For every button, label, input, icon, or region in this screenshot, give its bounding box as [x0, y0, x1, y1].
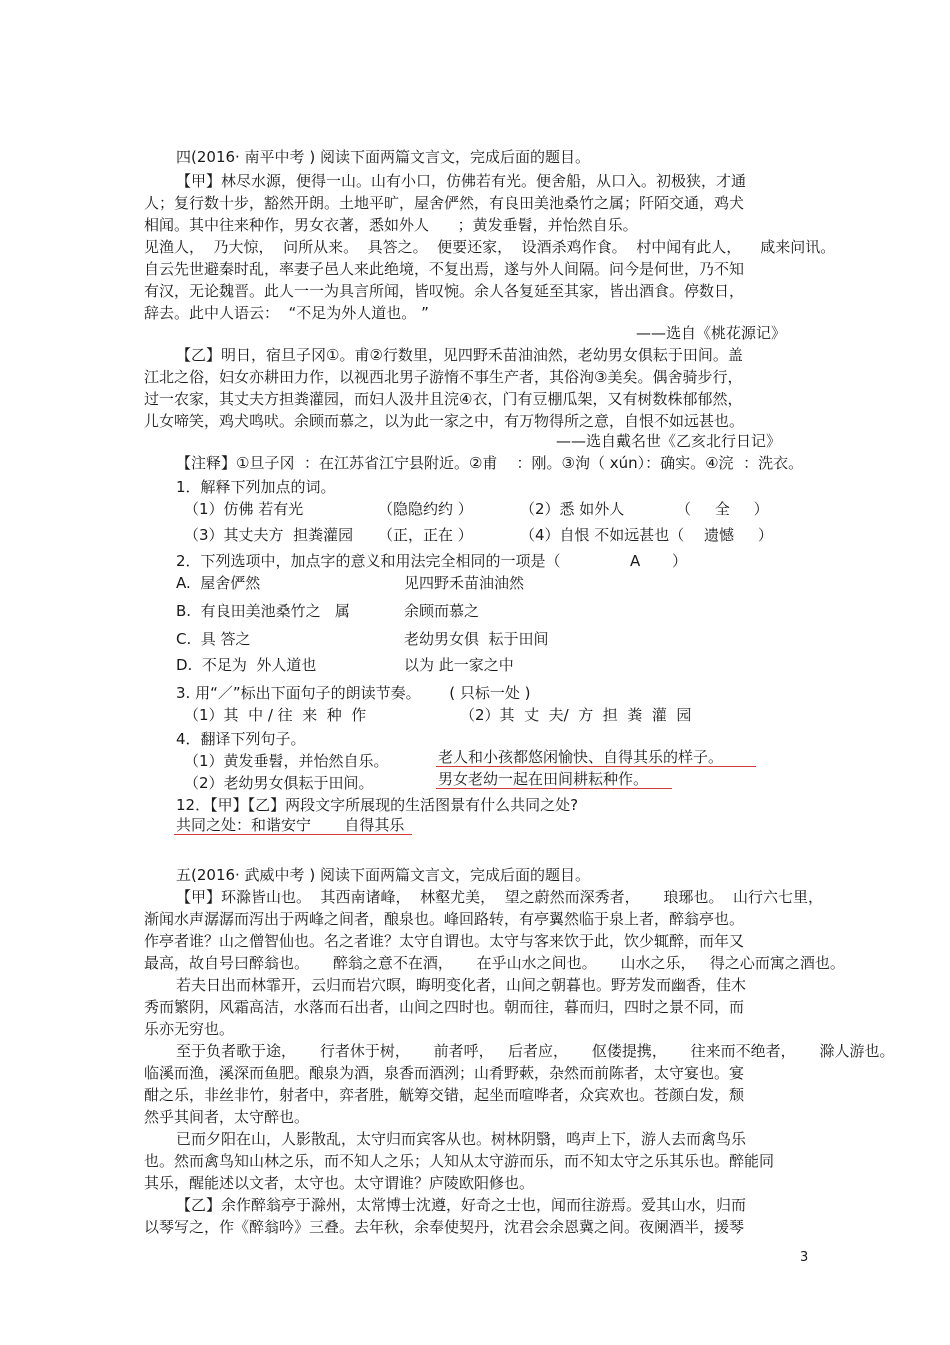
- q1-item-4: （4）自恨 不如远甚也（: [520, 526, 685, 544]
- section4-heading: 四(2016· 南平中考 ) 阅读下面两篇文言文，完成后面的题目。: [176, 148, 590, 166]
- q2-option-right: 以为 此一家之中: [404, 656, 514, 674]
- q4-answer-2: 男女老幼一起在田间耕耘种作。: [438, 770, 649, 788]
- passage-yi-line: 儿女啼笑，鸡犬鸣吠。余顾而慕之，以为此一家之中，有万物得所之意，自恨不如远甚也。: [144, 412, 745, 430]
- passage-jia-source: ——选自《桃花源记》: [636, 324, 787, 342]
- passage-line: 秀而繁阴，风霜高洁，水落而石出者，山间之四时也。朝而往，暮而归，四时之景不同，而: [144, 998, 745, 1016]
- passage-jia-line: 相闻。其中往来种作，男女衣著，悉如外人 ；黄发垂髫，并怡然自乐。: [144, 216, 638, 234]
- passage-yi-source: ——选自戴名世《乙亥北行日记》: [556, 432, 782, 450]
- q4-item-2: （2）老幼男女俱耘于田间。: [184, 774, 374, 792]
- q2-option-right: 余顾而慕之: [404, 602, 480, 620]
- passage-yi-line: 过一农家，其丈夫方担粪灌园，而妇人汲井且浣④衣，门有豆棚瓜架，又有树数株郁郁然，: [144, 390, 743, 408]
- passage-line: 若夫日出而林霏开，云归而岩穴暝，晦明变化者，山间之朝暮也。野芳发而幽香，佳木: [176, 976, 747, 994]
- passage-line: 作亭者谁？山之僧智仙也。名之者谁？太守自谓也。太守与客来饮于此，饮少辄醉，而年又: [144, 932, 745, 950]
- q4-stem: 4．翻译下列句子。: [176, 730, 306, 748]
- q2-option-right: 老幼男女俱 耘于田间: [404, 630, 549, 648]
- passage-line: 以琴写之，作《醉翁吟》三叠。去年秋，余奉使契丹，沈君会余恩冀之间。夜阑酒半，援琴: [144, 1218, 745, 1236]
- q3-item-1: （1）其 中 / 往 来 种 作: [184, 706, 367, 724]
- q1-answer-1: （隐隐约约 ）: [378, 500, 473, 518]
- passage-yi-line: 江北之俗，妇女亦耕田力作，以视西北男子游惰不事生产者，其俗洵③美矣。偶舍骑步行，: [144, 368, 743, 386]
- q1-answer-2: （ 全 ）: [676, 500, 769, 518]
- passage-line: 已而夕阳在山，人影散乱，太守归而宾客从也。树林阴翳，鸣声上下，游人去而禽鸟乐: [176, 1130, 747, 1148]
- q3-stem: 3. 用“／”标出下面句子的朗读节奏。 ( 只标一处 ): [176, 684, 531, 702]
- q2-option-left: D. 不足为 外人道也: [176, 656, 317, 674]
- passage-jia-line: 【甲】林尽水源，便得一山。山有小口，仿佛若有光。便舍船，从口入。初极狭，才通: [176, 172, 747, 190]
- q1-answer-4: 遗憾 ）: [704, 526, 773, 544]
- q3-item-2: （2）其 丈 夫/ 方 担 粪 灌 园: [460, 706, 692, 724]
- passage-line: 渐闻水声潺潺而泻出于两峰之间者，酿泉也。峰回路转，有亭翼然临于泉上者，醉翁亭也。: [144, 910, 745, 928]
- q2-option-right: 见四野禾苗油油然: [404, 574, 525, 592]
- q2-option-left: B. 有良田美池桑竹之 属: [176, 602, 350, 620]
- q1-answer-3: （正，正在 ）: [378, 526, 473, 544]
- q1-stem: 1．解释下列加点的词。: [176, 478, 336, 496]
- passage-line: 【乙】余作醉翁亭于滁州，太常博士沈遵，好奇之士也，闻而往游焉。爱其山水，归而: [176, 1196, 747, 1214]
- passage-line: 酣之乐，非丝非竹，射者中，弈者胜，觥筹交错，起坐而喧哗者，众宾欢也。苍颜白发，颓: [144, 1086, 745, 1104]
- passage-yi-line: 【乙】明日，宿旦子冈①。甫②行数里，见四野禾苗油油然，老幼男女俱耘于田间。盖: [176, 346, 743, 364]
- passage-jia-line: 人；复行数十步，豁然开朗。土地平旷，屋舍俨然，有良田美池桑竹之属；阡陌交通，鸡犬: [144, 194, 745, 212]
- passage-jia-line: 辞去。此中人语云： “不足为外人道也。 ”: [144, 304, 429, 322]
- q1-item-1: （1）仿佛 若有光: [184, 500, 304, 518]
- passage-line: 乐亦无穷也。: [144, 1020, 235, 1038]
- passage-line: 至于负者歌于途， 行者休于树， 前者呼， 后者应， 伛偻提携， 往来而不绝者， 滁人游也。: [176, 1042, 895, 1060]
- q1-item-3: （3）其丈夫方 担粪灌园: [184, 526, 354, 544]
- q2-option-left: C. 具 答之: [176, 630, 251, 648]
- q1-item-2: （2）悉 如外人: [520, 500, 625, 518]
- passage-jia-line: 见渔人， 乃大惊， 问所从来。 具答之。 便要还家， 设酒杀鸡作食。 村中闻有此人， 咸来问讯。: [144, 238, 836, 256]
- section5-heading: 五(2016· 武威中考 ) 阅读下面两篇文言文，完成后面的题目。: [176, 866, 590, 884]
- notes: 【注释】①旦子冈 ：在江苏省江宁县附近。②甫 ：刚。③洵（ xún）：确实。④浣 ：洗衣。: [176, 454, 804, 472]
- q12-answer: 共同之处：和谐安宁 自得其乐: [176, 816, 405, 834]
- page-number: 3: [800, 1250, 809, 1265]
- passage-line: 也。然而禽鸟知山林之乐，而不知人之乐；人知从太守游而乐，而不知太守之乐其乐也。醉能同: [144, 1152, 775, 1170]
- passage-jia-line: 自云先世避秦时乱，率妻子邑人来此绝境，不复出焉，遂与外人间隔。问今是何世，乃不知: [144, 260, 745, 278]
- answer-underline: [174, 834, 412, 835]
- passage-line: 【甲】环滁皆山也。 其西南诸峰， 林壑尤美， 望之蔚然而深秀者， 琅琊也。 山行六七里，: [176, 888, 823, 906]
- answer-underline: [436, 766, 756, 767]
- q2-close: ）: [672, 552, 688, 570]
- q2-stem: 2．下列选项中，加点字的意义和用法完全相同的一项是（: [176, 552, 561, 570]
- q2-option-left: A. 屋舍俨然: [176, 574, 261, 592]
- answer-underline: [436, 788, 672, 789]
- q4-item-1: （1）黄发垂髫，并怡然自乐。: [184, 752, 389, 770]
- passage-jia-line: 有汉，无论魏晋。此人一一为具言所闻，皆叹惋。余人各复延至其家，皆出酒食。停数日，: [144, 282, 745, 300]
- passage-line: 其乐，醒能述以文者，太守也。太守谓谁？庐陵欧阳修也。: [144, 1174, 535, 1192]
- passage-line: 然乎其间者，太守醉也。: [144, 1108, 310, 1126]
- q12-stem: 12．【甲】【乙】两段文字所展现的生活图景有什么共同之处?: [176, 796, 579, 814]
- q2-answer: A: [630, 552, 641, 570]
- passage-line: 最高，故自号曰醉翁也。 醉翁之意不在酒， 在乎山水之间也。 山水之乐， 得之心而寓之酒也。: [144, 954, 845, 972]
- passage-line: 临溪而渔，溪深而鱼肥。酿泉为酒，泉香而酒洌；山肴野蔌，杂然而前陈者，太守宴也。宴: [144, 1064, 745, 1082]
- q4-answer-1: 老人和小孩都悠闲愉快、自得其乐的样子。: [438, 748, 724, 766]
